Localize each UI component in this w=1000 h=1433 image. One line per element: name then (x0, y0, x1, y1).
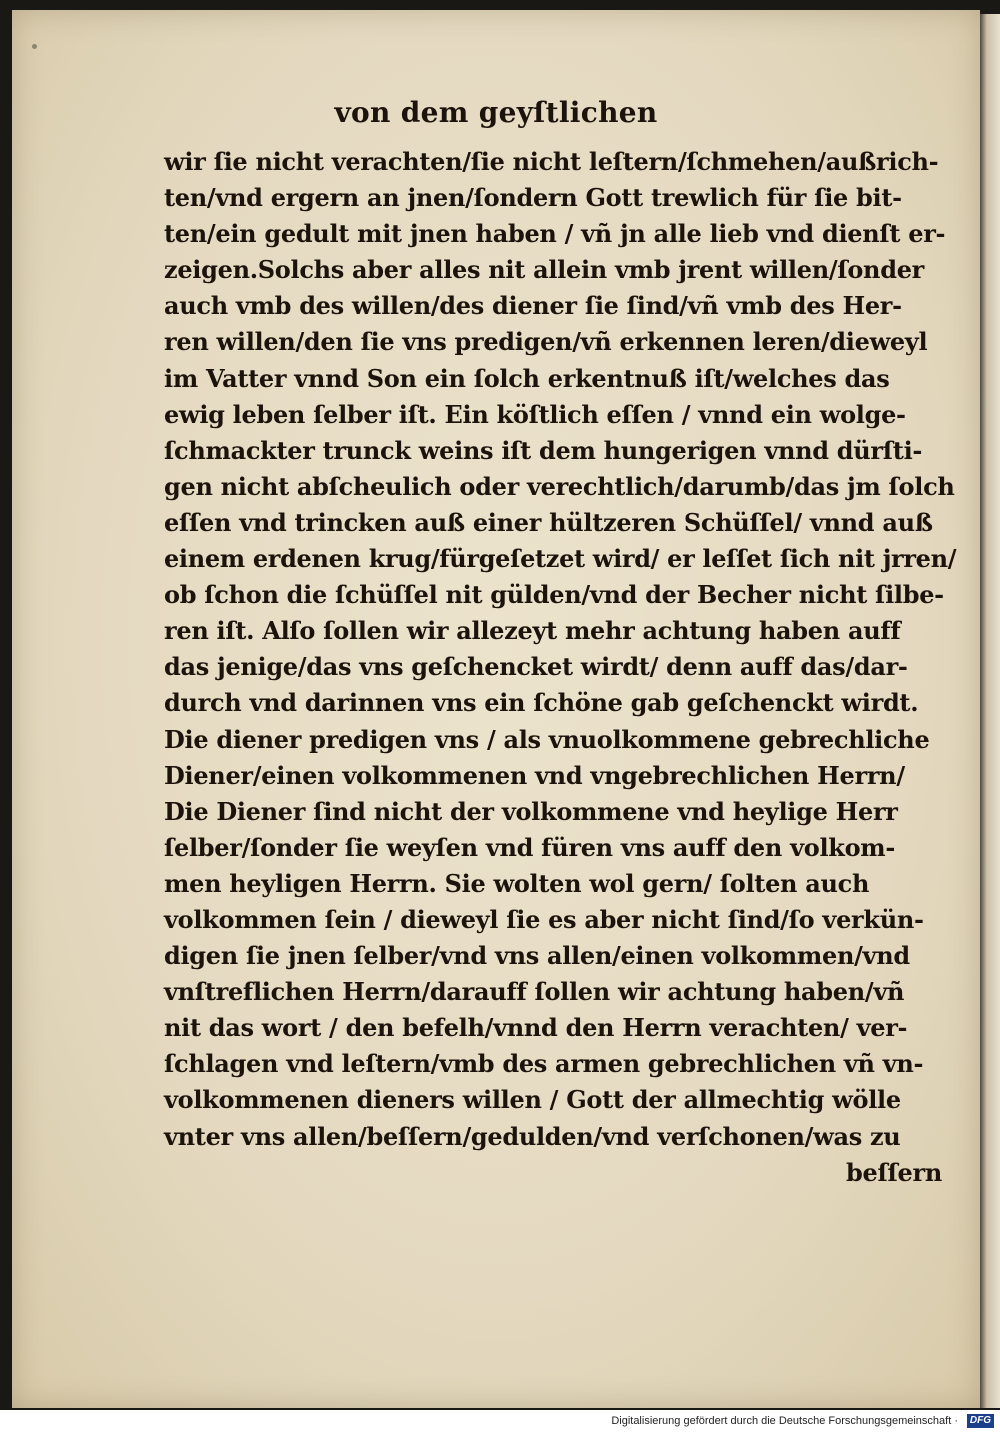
text-line: ewig leben ſelber iſt. Ein köſtlich eſſen / vnnd ein wolge- (164, 399, 906, 429)
text-line: ren willen/den ſie vns predigen/vñ erkennen leren/dieweyl (164, 327, 928, 357)
text-line: nit das wort / den befelh/vnnd den Herrn verachten/ ver- (164, 1013, 908, 1043)
text-line: das jenige/das vns geſchencket wirdt/ denn auff das/dar- (164, 652, 908, 682)
text-line: ten/vnd ergern an jnen/ſondern Gott trewlich für ſie bit- (164, 183, 902, 213)
text-line: volkommenen dieners willen / Gott der allmechtig wölle (164, 1085, 901, 1115)
text-line: ten/ein gedult mit jnen haben / vñ jn alle lieb vnd dienſt er- (164, 219, 946, 249)
text-line: eſſen vnd trincken auß einer hültzeren Schüſſel/ vnnd auß (164, 507, 933, 537)
book-page (12, 10, 980, 1408)
text-line: durch vnd darinnen vns ein ſchöne gab geſchenckt wirdt. (164, 688, 919, 718)
text-line: vnſtreflichen Herrn/darauff ſollen wir achtung haben/vñ (164, 977, 905, 1007)
text-line: Die diener predigen vns / als vnuolkommene gebrechliche (164, 724, 930, 754)
text-line: ren iſt. Alſo ſollen wir allezeyt mehr achtung haben auff (164, 616, 901, 646)
text-line: men heyligen Herrn. Sie wolten wol gern/ ſolten auch (164, 868, 870, 898)
dfg-logo-icon: DFG (967, 1414, 994, 1428)
text-line: auch vmb des willen/des diener ſie ſind/vñ vmb des Her- (164, 291, 902, 321)
catchword: beſſern (846, 1157, 942, 1187)
footer-bar (0, 1410, 1000, 1433)
text-line: im Vatter vnnd Son ein ſolch erkentnuß iſt/welches das (164, 363, 890, 393)
text-line: ſelber/ſonder ſie weyſen vnd füren vns auff den volkom- (164, 832, 896, 862)
text-line: ſchmackter trunck weins iſt dem hungerigen vnnd dürſti- (164, 435, 923, 465)
text-line: digen ſie jnen ſelber/vnd vns allen/einen volkommen/vnd (164, 941, 910, 971)
text-line: vnter vns allen/beſſern/gedulden/vnd verſchonen/was zu (164, 1121, 901, 1151)
text-line: volkommen ſein / dieweyl ſie es aber nicht ſind/ſo verkün- (164, 904, 924, 934)
page-edge (978, 14, 1000, 1408)
text-line: gen nicht abſcheulich oder verechtlich/darumb/das jm ſolch (164, 471, 955, 501)
text-line: Diener/einen volkommenen vnd vngebrechlichen Herrn/ (164, 760, 905, 790)
text-line: ob ſchon die ſchüſſel nit gülden/vnd der Becher nicht ſilbe- (164, 580, 944, 610)
body-text (164, 144, 956, 1191)
text-line: ſchlagen vnd leſtern/vmb des armen gebrechlichen vñ vn- (164, 1049, 924, 1079)
text-line: Die Diener ſind nicht der volkommene vnd heylige Herr (164, 796, 898, 826)
text-line: einem erdenen krug/fürgeſetzet wird/ er leſſet ſich nit jrren/ (164, 544, 957, 574)
running-head: von dem geyſtlichen (334, 96, 658, 129)
paper-speck (32, 44, 37, 49)
text-line: wir ſie nicht verachten/ſie nicht leſtern/ſchmehen/außrich- (164, 147, 939, 176)
text-line: zeigen.Solchs aber alles nit allein vmb jrent willen/ſonder (164, 255, 925, 285)
funding-credit: Digitalisierung gefördert durch die Deutsche Forschungsgemeinschaft · (611, 1415, 958, 1427)
